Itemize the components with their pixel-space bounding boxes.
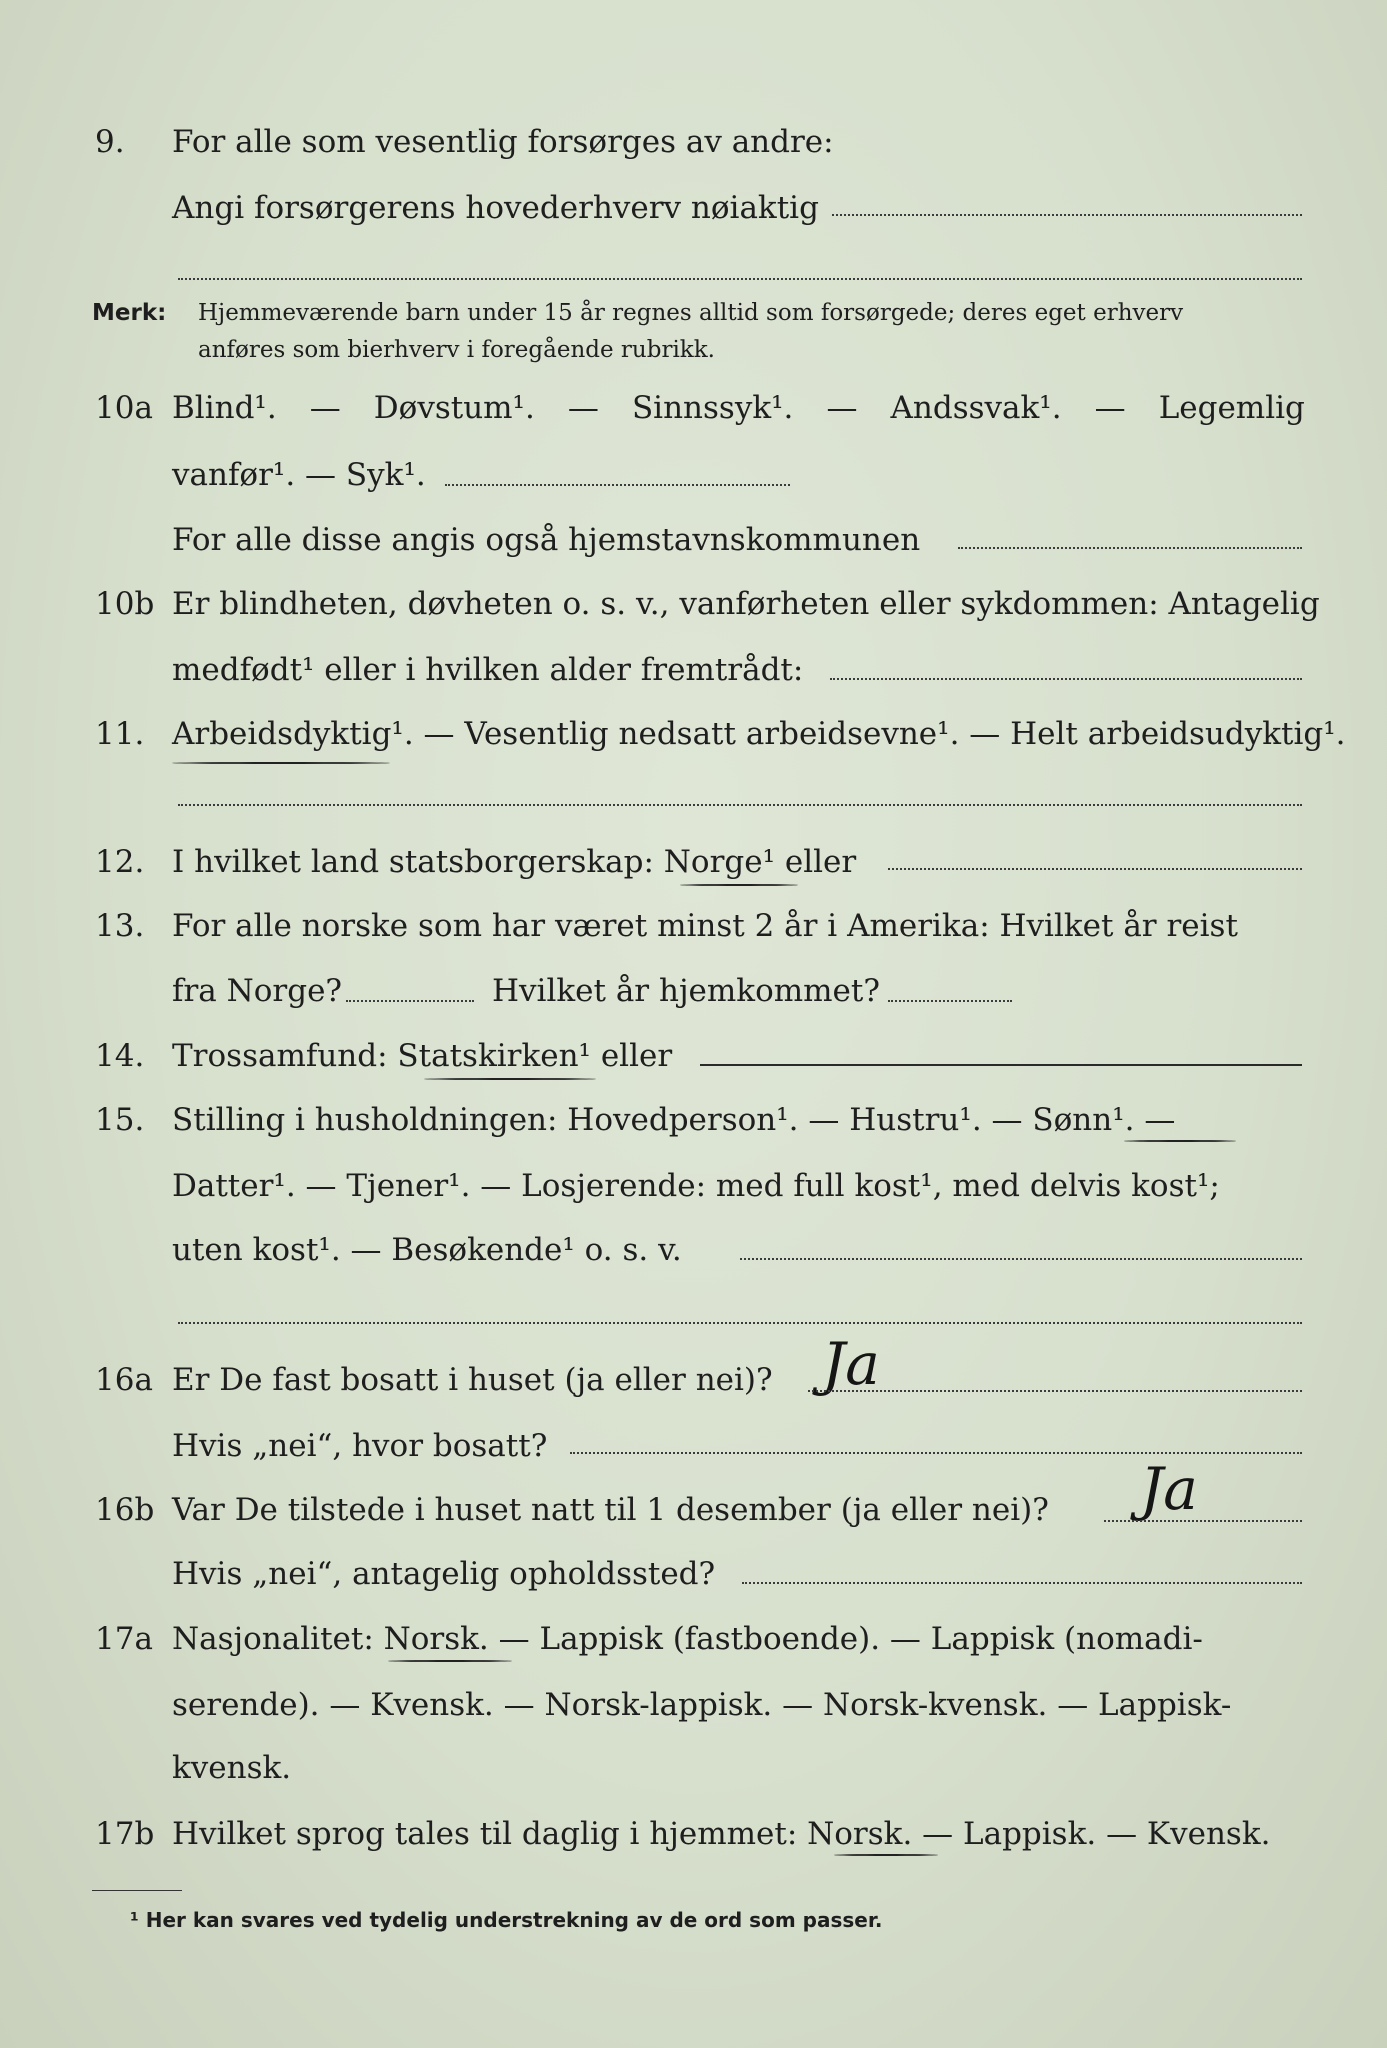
question-text: Angi forsørgerens hovederhverv nøiaktig xyxy=(172,190,819,226)
answer-field-11[interactable] xyxy=(178,804,1302,806)
answer-field-syk[interactable] xyxy=(445,484,790,486)
question-word: — xyxy=(826,390,858,426)
answer-field-16a[interactable] xyxy=(808,1390,1302,1392)
handwritten-underline-sonn xyxy=(1124,1140,1236,1142)
question-text: serende). — Kvensk. — Norsk-lappisk. — Norsk-kvensk. — Lappisk- xyxy=(172,1687,1232,1723)
question-number: 10b xyxy=(95,586,155,622)
handwritten-answer-16b: Ja xyxy=(1140,1455,1198,1523)
question-text: Er blindheten, døvheten o. s. v., vanførheten eller sykdommen: Antagelig xyxy=(172,586,1320,622)
answer-field-hjemkommet[interactable] xyxy=(888,1000,1012,1002)
question-word: Sinnssyk¹. xyxy=(631,390,794,426)
question-text: Trossamfund: Statskirken¹ eller xyxy=(172,1038,673,1074)
question-number: 11. xyxy=(95,716,145,752)
handwritten-underline-arbeidsdyktig xyxy=(172,762,390,764)
question-text: Arbeidsdyktig¹. — Vesentlig nedsatt arbeidsevne¹. — Helt arbeidsudyktig¹. xyxy=(172,716,1346,752)
question-number: 16a xyxy=(95,1362,153,1398)
question-text: fra Norge? xyxy=(172,973,343,1009)
note-merk xyxy=(92,296,1184,330)
question-word: Legemlig xyxy=(1158,390,1305,426)
answer-field-9[interactable] xyxy=(832,214,1302,216)
answer-field-15-extra[interactable] xyxy=(178,1322,1302,1324)
question-word: Døvstum¹. xyxy=(373,390,535,426)
question-word: — xyxy=(1094,390,1126,426)
question-number: 14. xyxy=(95,1038,145,1074)
handwritten-underline-norge xyxy=(680,884,798,886)
question-text xyxy=(172,388,1305,428)
question-number: 12. xyxy=(95,844,145,880)
question-text: Stilling i husholdningen: Hovedperson¹. — Hustru¹. — Sønn¹. — xyxy=(172,1102,1176,1138)
note-label: Merk: xyxy=(92,300,167,326)
question-number: 10a xyxy=(95,390,153,426)
answer-field-reist[interactable] xyxy=(346,1000,474,1002)
question-word: Andssvak¹. xyxy=(890,390,1062,426)
question-number: 9. xyxy=(95,124,125,160)
question-text: Hvis „nei“, hvor bosatt? xyxy=(172,1428,548,1464)
note-text: Hjemmeværende barn under 15 år regnes alltid som forsørgede; deres eget erhverv xyxy=(198,300,1184,326)
question-text: Nasjonalitet: Norsk. — Lappisk (fastboende). — Lappisk (nomadi- xyxy=(172,1621,1203,1657)
handwritten-underline-statskirken xyxy=(424,1078,596,1080)
answer-field-9-extra[interactable] xyxy=(178,278,1302,280)
question-text: Hvilket år hjemkommet? xyxy=(492,973,880,1009)
question-text: Er De fast bosatt i huset (ja eller nei)? xyxy=(172,1362,773,1398)
question-number: 17b xyxy=(95,1816,155,1852)
question-text: vanfør¹. — Syk¹. xyxy=(172,457,426,493)
question-text: Hvilket sprog tales til daglig i hjemmet: Norsk. — Lappisk. — Kvensk. xyxy=(172,1816,1271,1852)
question-number: 13. xyxy=(95,908,145,944)
question-number: 16b xyxy=(95,1492,155,1528)
question-word: Blind¹. xyxy=(172,390,277,426)
question-text: Datter¹. — Tjener¹. — Losjerende: med full kost¹, med delvis kost¹; xyxy=(172,1168,1220,1204)
handwritten-underline-norsk-sprog xyxy=(834,1854,938,1856)
answer-field-10b[interactable] xyxy=(830,678,1302,680)
answer-field-15[interactable] xyxy=(740,1258,1302,1260)
question-text: For alle disse angis også hjemstavnskommunen xyxy=(172,522,921,558)
question-number: 15. xyxy=(95,1102,145,1138)
footnote-rule xyxy=(92,1890,182,1891)
question-text: Var De tilstede i huset natt til 1 desember (ja eller nei)? xyxy=(172,1492,1049,1528)
handwritten-answer-16a: Ja xyxy=(822,1330,880,1398)
answer-field-opholdssted[interactable] xyxy=(742,1582,1302,1584)
note-merk-line2: anføres som bierhverv i foregående rubrikk. xyxy=(198,337,715,363)
question-text: uten kost¹. — Besøkende¹ o. s. v. xyxy=(172,1232,682,1268)
answer-field-14[interactable] xyxy=(700,1064,1302,1066)
question-text: medfødt¹ eller i hvilken alder fremtrådt: xyxy=(172,652,804,688)
question-text: I hvilket land statsborgerskap: Norge¹ eller xyxy=(172,844,857,880)
question-word: — xyxy=(309,390,341,426)
answer-field-16b[interactable] xyxy=(1104,1520,1302,1522)
answer-field-12[interactable] xyxy=(888,868,1302,870)
handwritten-underline-norsk xyxy=(388,1660,512,1662)
footnote: ¹ Her kan svares ved tydelig understrekning av de ord som passer. xyxy=(130,1908,883,1932)
question-text: For alle som vesentlig forsørges av andre: xyxy=(172,124,834,160)
question-text: Hvis „nei“, antagelig opholdssted? xyxy=(172,1556,716,1592)
question-word: — xyxy=(567,390,599,426)
question-number: 17a xyxy=(95,1621,153,1657)
question-text: kvensk. xyxy=(172,1750,292,1786)
question-text: For alle norske som har været minst 2 år i Amerika: Hvilket år reist xyxy=(172,908,1238,944)
answer-field-bosatt[interactable] xyxy=(570,1452,1302,1454)
answer-field-hjemstavn[interactable] xyxy=(958,547,1302,549)
